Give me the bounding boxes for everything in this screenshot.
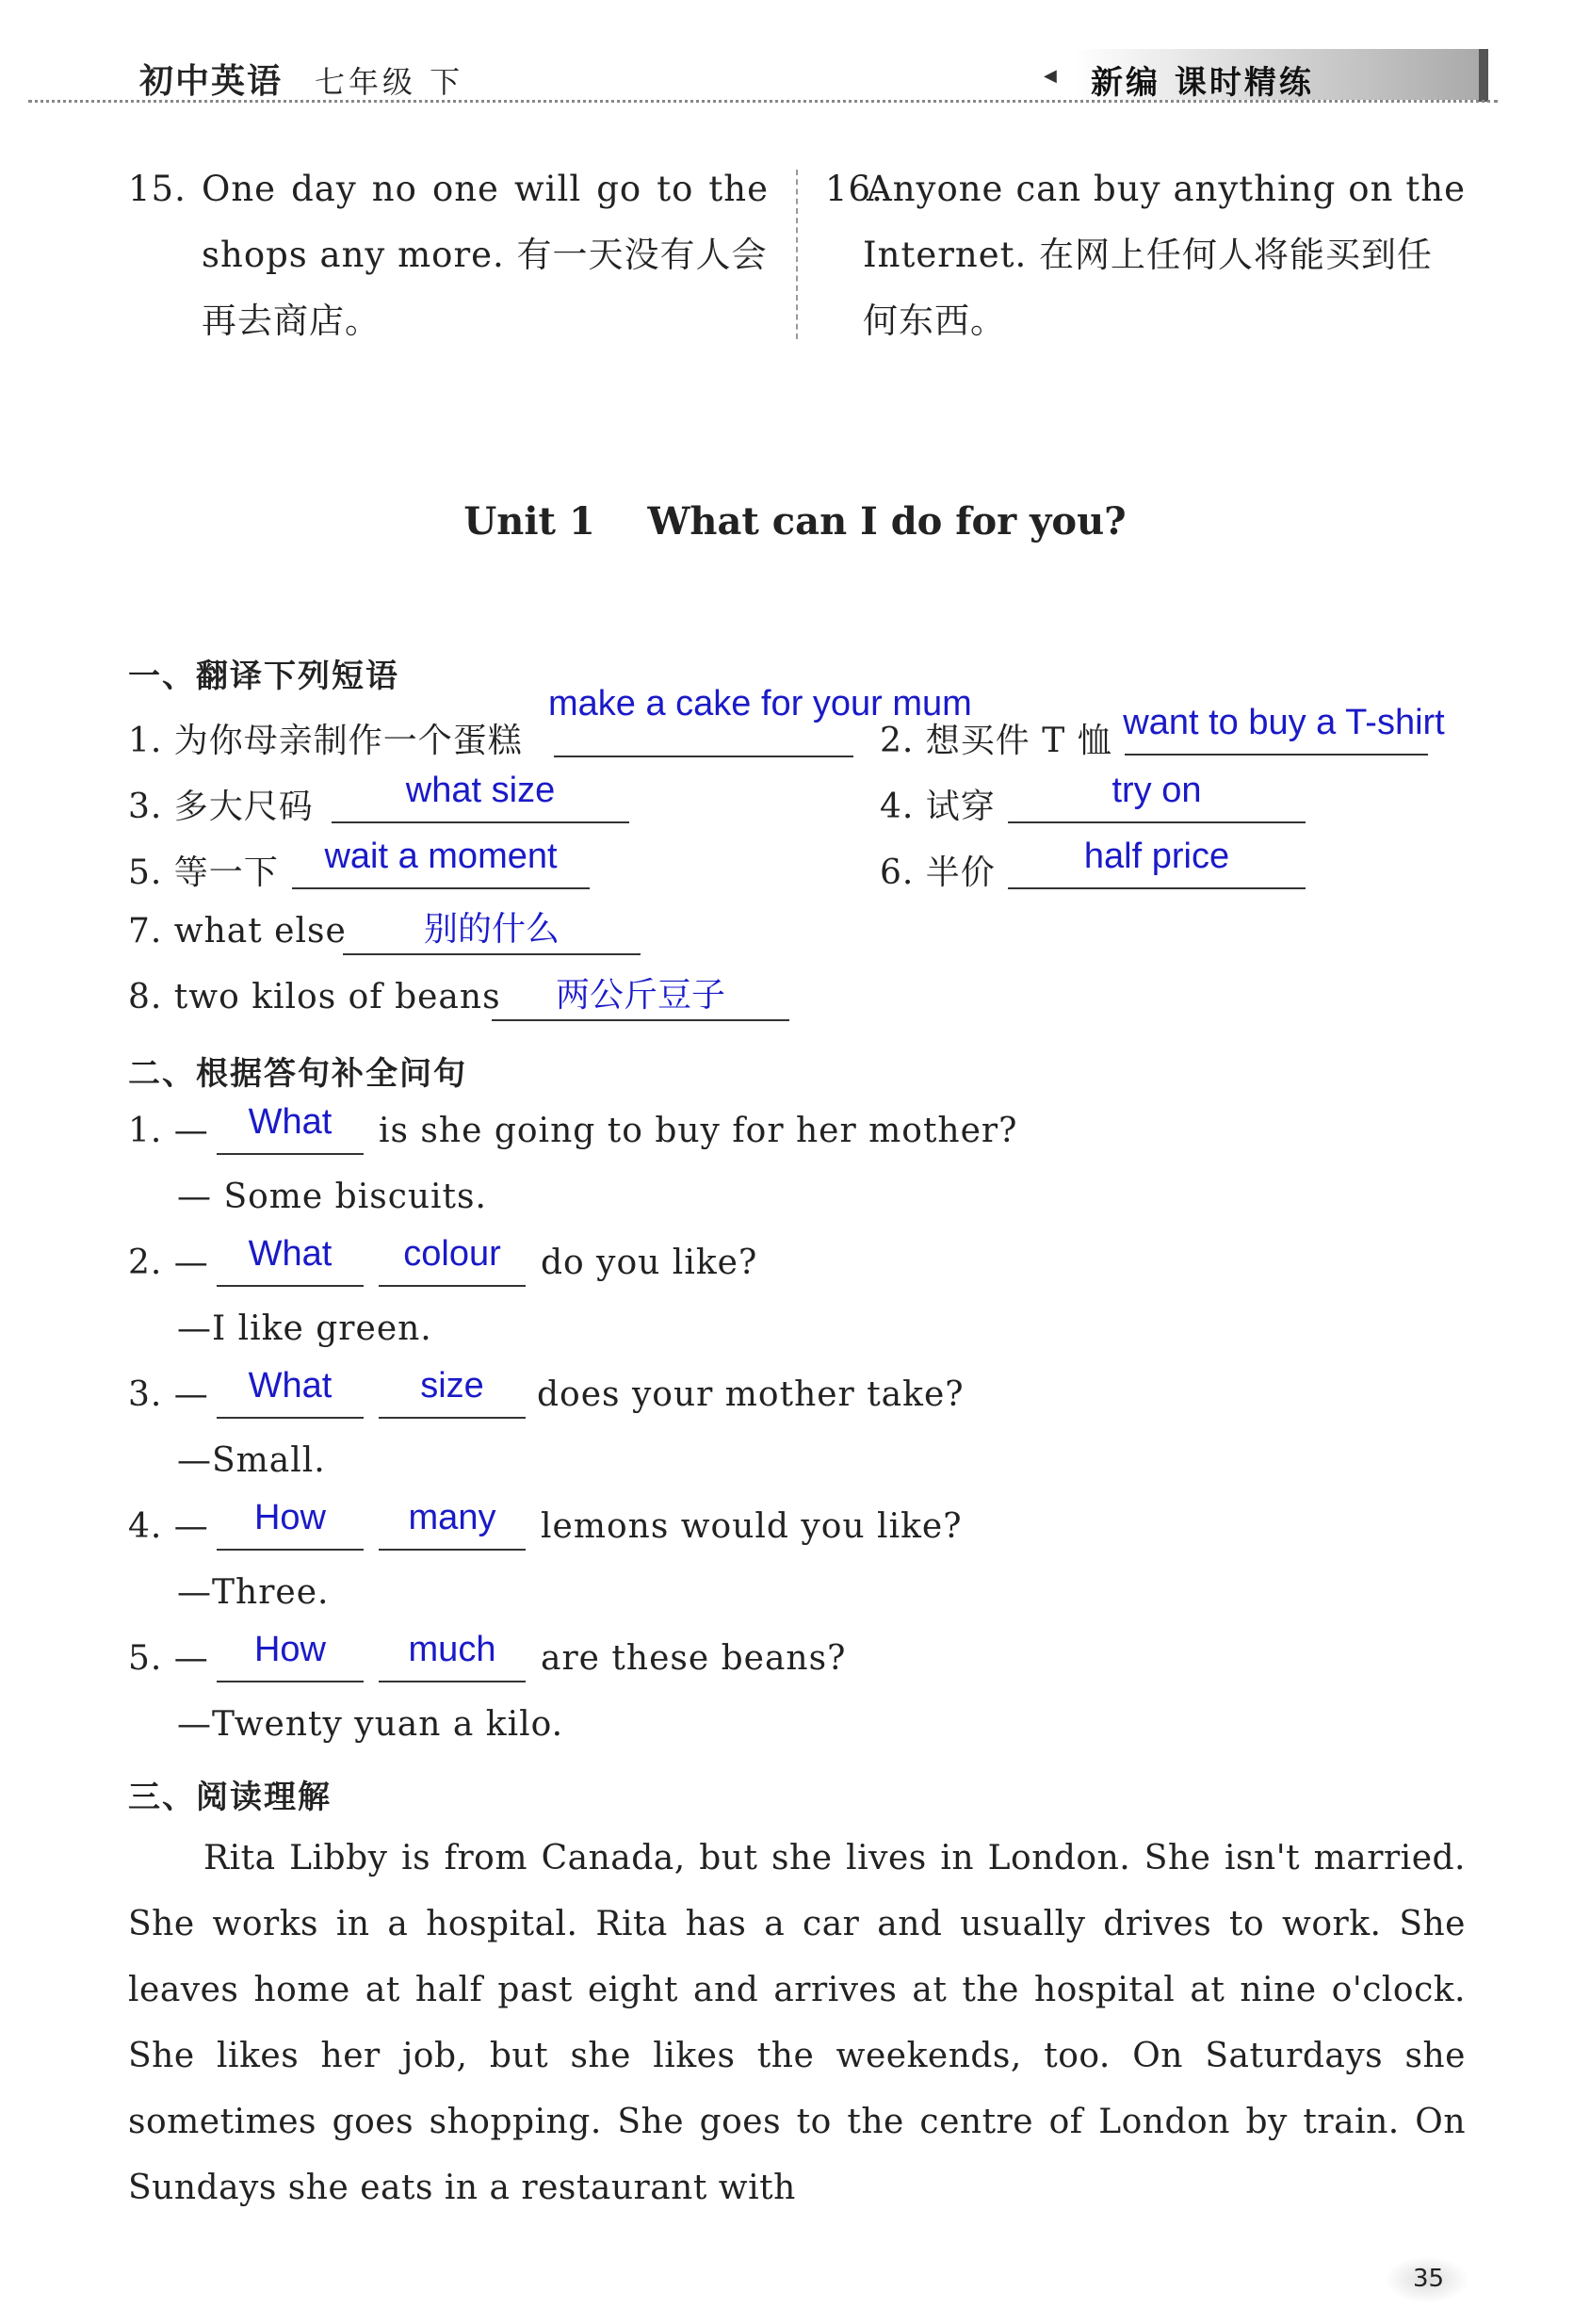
column-divider bbox=[796, 170, 798, 339]
answer-blank[interactable] bbox=[332, 821, 629, 823]
answer-blank[interactable] bbox=[379, 1417, 526, 1419]
question-number: 3. — bbox=[128, 1375, 209, 1414]
section-heading-questions: 二、根据答句补全问句 bbox=[128, 1055, 467, 1093]
phrase-prompt: 8. two kilos of beans bbox=[128, 978, 501, 1016]
handwritten-answer: 别的什么 bbox=[423, 910, 560, 949]
answer-blank[interactable] bbox=[379, 1549, 526, 1551]
triangle-left-icon: ◀ bbox=[1044, 66, 1057, 86]
handwritten-answer: How bbox=[253, 1630, 327, 1669]
section-heading-translate: 一、翻译下列短语 bbox=[128, 658, 399, 695]
handwritten-answer: 两公斤豆子 bbox=[555, 976, 725, 1015]
series-banner bbox=[1074, 49, 1479, 100]
reading-paragraph: Rita Libby is from Canada, but she lives in London. She isn't married. She works in a hospital. Rita has a car and usually drives to work. She leaves home at half past eight and arrives at the hospital at nine o'clock. She likes her job, but she likes the weekends, too. On Saturdays she sometimes goes shopping. She goes to the centre of London by train. On Sundays she eats in a restaurant with bbox=[128, 1839, 1466, 2207]
handwritten-answer: How bbox=[253, 1498, 327, 1537]
answer-blank[interactable] bbox=[379, 1285, 526, 1287]
item-line: Anyone can buy anything on the bbox=[867, 169, 1466, 209]
item-line: shops any more. 有一天没有人会 bbox=[202, 235, 768, 275]
phrase-prompt: 1. 为你母亲制作一个蛋糕 bbox=[128, 722, 523, 760]
answer-blank[interactable] bbox=[217, 1681, 364, 1682]
handwritten-answer: make a cake for your mum bbox=[548, 684, 972, 723]
question-number: 2. — bbox=[128, 1243, 209, 1282]
answer-blank[interactable] bbox=[554, 756, 853, 757]
phrase-prompt: 7. what else bbox=[128, 912, 347, 951]
answer-blank[interactable] bbox=[217, 1549, 364, 1551]
handwritten-answer: What bbox=[248, 1102, 333, 1142]
item-number: 16. bbox=[825, 169, 884, 209]
answer-blank[interactable] bbox=[379, 1681, 526, 1682]
phrase-prompt: 3. 多大尺码 bbox=[128, 788, 314, 826]
handwritten-answer: what size bbox=[405, 771, 556, 810]
phrase-prompt: 5. 等一下 bbox=[128, 853, 279, 892]
question-number: 4. — bbox=[128, 1507, 209, 1546]
answer-reply: — Some biscuits. bbox=[177, 1178, 487, 1216]
reading-passage bbox=[128, 1826, 1466, 2221]
phrase-prompt: 6. 半价 bbox=[880, 853, 996, 892]
grade-label: 七年级 下 bbox=[315, 64, 464, 100]
handwritten-answer: wait a moment bbox=[324, 837, 558, 876]
handwritten-answer: much bbox=[408, 1630, 496, 1669]
phrase-prompt: 4. 试穿 bbox=[880, 788, 996, 826]
question-number: 1. — bbox=[128, 1112, 209, 1150]
page-number: 35 bbox=[1413, 2265, 1445, 2293]
question-text: is she going to buy for her mother? bbox=[379, 1112, 1018, 1150]
item-line: Internet. 在网上任何人将能买到任 bbox=[863, 235, 1434, 275]
header-divider bbox=[28, 100, 1498, 103]
item-16 bbox=[825, 156, 1466, 354]
item-number: 15. bbox=[128, 169, 187, 209]
unit-title: Unit 1 What can I do for you? bbox=[463, 499, 1127, 544]
section-heading-reading: 三、阅读理解 bbox=[128, 1779, 332, 1816]
answer-blank[interactable] bbox=[492, 1019, 789, 1021]
answer-reply: —I like green. bbox=[177, 1309, 432, 1348]
handwritten-answer: want to buy a T-shirt bbox=[1123, 703, 1445, 742]
item-line: 再去商店。 bbox=[202, 301, 381, 341]
question-number: 5. — bbox=[128, 1639, 209, 1678]
answer-blank[interactable] bbox=[217, 1285, 364, 1287]
handwritten-answer: size bbox=[420, 1366, 484, 1406]
answer-reply: —Three. bbox=[177, 1573, 330, 1612]
header-bar bbox=[1479, 49, 1488, 102]
answer-reply: —Twenty yuan a kilo. bbox=[177, 1705, 564, 1744]
answer-reply: —Small. bbox=[177, 1441, 326, 1480]
item-15 bbox=[128, 156, 769, 354]
series-title: 新编 课时精练 bbox=[1091, 64, 1314, 102]
handwritten-answer: half price bbox=[1083, 837, 1230, 876]
question-text: are these beans? bbox=[541, 1639, 847, 1678]
answer-blank[interactable] bbox=[217, 1153, 364, 1155]
item-line: 何东西。 bbox=[863, 301, 1006, 341]
book-title: 初中英语 bbox=[139, 62, 284, 101]
phrase-prompt: 2. 想买件 T 恤 bbox=[880, 722, 1112, 760]
handwritten-answer: colour bbox=[403, 1234, 501, 1274]
question-text: lemons would you like? bbox=[541, 1507, 963, 1546]
handwritten-answer: try on bbox=[1111, 771, 1202, 810]
answer-blank[interactable] bbox=[1008, 821, 1306, 823]
item-line: One day no one will go to the bbox=[202, 169, 769, 209]
handwritten-answer: What bbox=[248, 1366, 333, 1406]
answer-blank[interactable] bbox=[1125, 754, 1428, 756]
answer-blank[interactable] bbox=[1008, 887, 1306, 889]
question-text: do you like? bbox=[541, 1243, 758, 1282]
question-text: does your mother take? bbox=[537, 1375, 965, 1414]
answer-blank[interactable] bbox=[343, 953, 641, 955]
handwritten-answer: What bbox=[248, 1234, 333, 1274]
answer-blank[interactable] bbox=[292, 887, 590, 889]
handwritten-answer: many bbox=[408, 1498, 496, 1537]
answer-blank[interactable] bbox=[217, 1417, 364, 1419]
